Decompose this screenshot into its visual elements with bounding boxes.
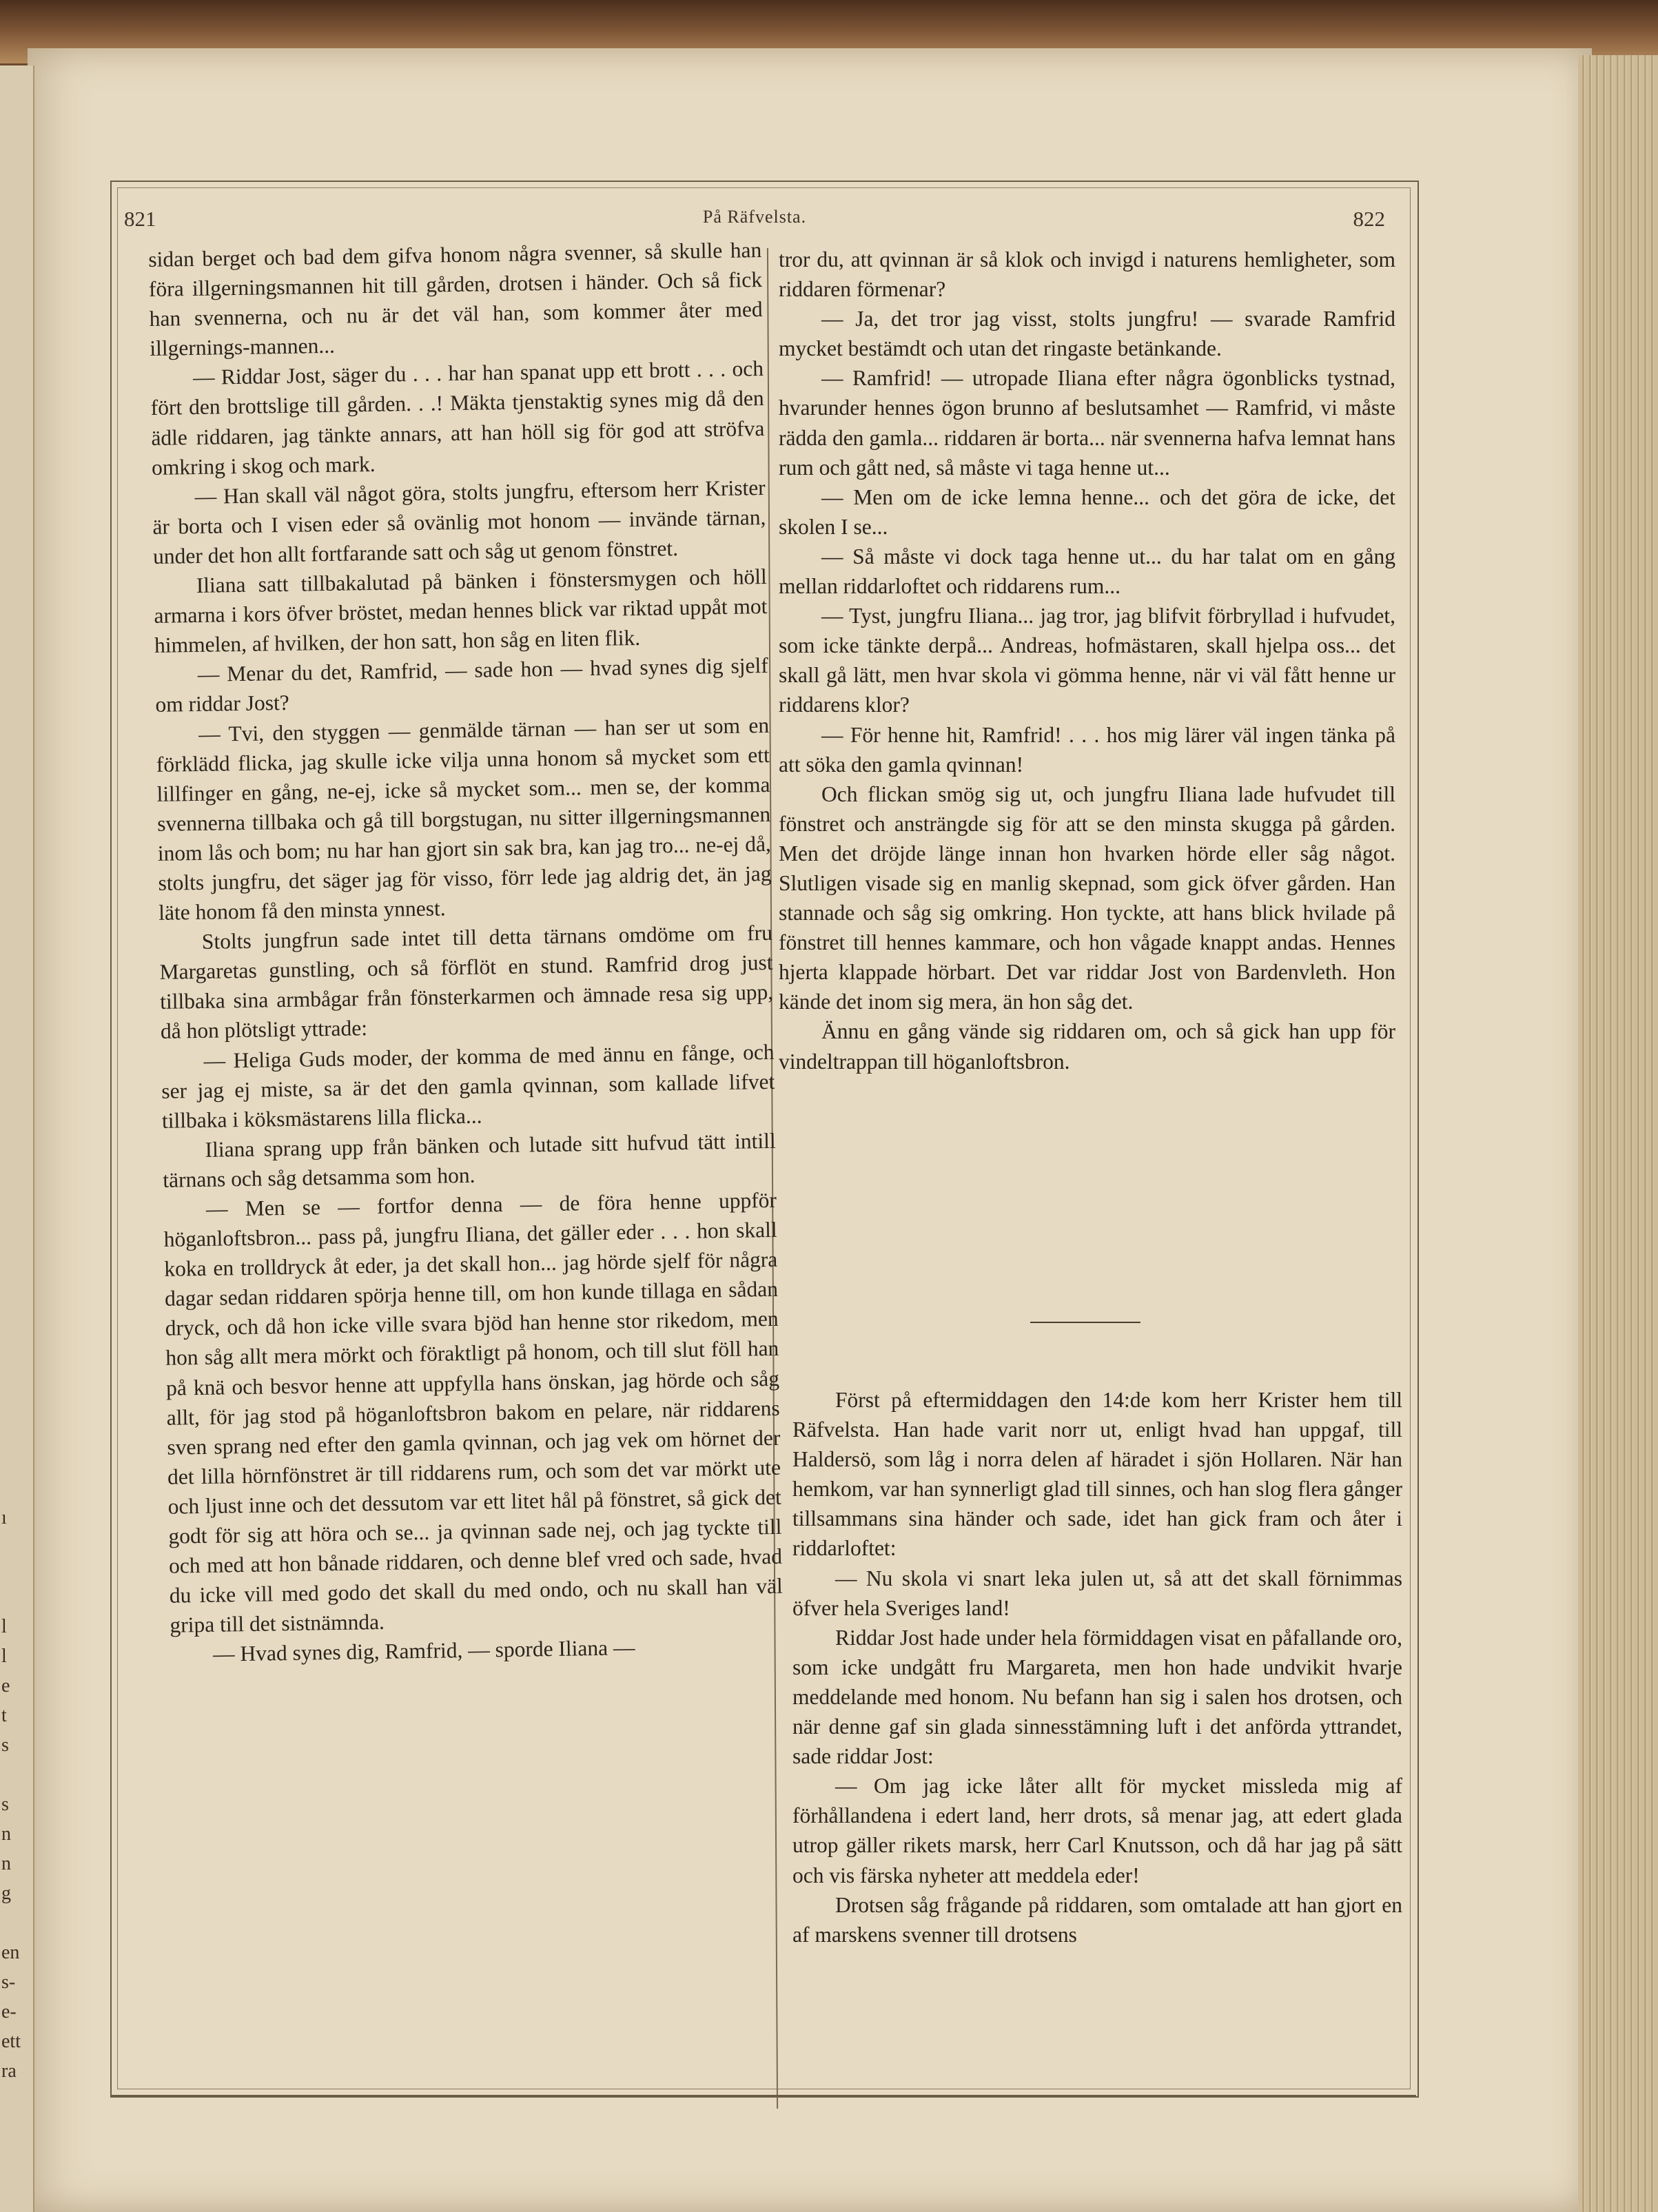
margin-fragment: t — [1, 1705, 7, 1726]
paragraph: — För henne hit, Ramfrid! . . . hos mig lärer väl ingen tänka på att söka den gamla qvinnan! — [779, 722, 1395, 777]
paragraph: — Tyst, jungfru Iliana... jag tror, jag blifvit förbryllad i hufvudet, som icke tänkte derpå... Andreas, hofmästaren, skall hjelpa oss... det skall gå lätt, men hvar skola vi gömma henne, när vi väl fått henne ur riddarens klor? — [779, 604, 1395, 717]
margin-fragment: s — [1, 1734, 9, 1756]
paragraph: tror du, att qvinnan är så klok och invigd i naturens hemligheter, som riddaren förmenar? — [779, 247, 1395, 302]
page-number-right: 822 — [1353, 207, 1385, 231]
margin-fragment: n — [1, 1853, 11, 1874]
margin-fragment: e- — [1, 2001, 17, 2022]
previous-page-edge — [0, 65, 34, 2212]
paragraph: — Hvad synes dig, Ramfrid, — sporde Iliana — — [212, 1635, 635, 1667]
page-bottom-rule — [110, 2095, 1416, 2096]
paragraph: — Om jag icke låter allt för mycket missleda mig af förhållandena i edert land, herr drots, så menar jag, att edert glada utrop gäller rikets marsk, herr Carl Knutsson, och då har jag på sätt och vis färska nyheter att meddela eder! — [792, 1774, 1402, 1887]
margin-fragment: s- — [1, 1972, 16, 1993]
page-number-left: 821 — [124, 207, 156, 231]
margin-fragment: ı — [1, 1507, 7, 1528]
text-column-left — [148, 235, 784, 1670]
margin-fragment: s — [1, 1794, 9, 1815]
margin-fragment: ett — [1, 2031, 21, 2052]
paragraph: sidan berget och bad dem gifva honom några svenner, så skulle han föra illgerningsmannen hit till gården, drotsen i händer. Och så fick han svennerna, och nu är det väl han, som kommer åter med illgernings-mannen... — [148, 238, 763, 361]
paragraph: — Heliga Guds moder, der komma de med ännu en fånge, och ser jag ej miste, sa är det den gamla qvinnan, som kallade lifvet tillbaka i köksmästarens lilla flicka... — [161, 1039, 775, 1133]
paragraph: — Menar du det, Ramfrid, — sade hon — hvad synes dig sjelf om riddar Jost? — [155, 653, 768, 717]
paragraph: Och flickan smög sig ut, och jungfru Iliana lade hufvudet till fönstret och ansträngde sig för att se den minsta skugga på gården. Men det dröjde länge innan hon hvarken hörde eller såg något. Slutligen visade sig en manlig skepnad, som gick öfver gården. Han stannade och såg sig omkring. Hon tyckte, att hans blick hvilade på fönstret till hennes kammare, och hon vågade knappt andas. Hennes hjerta klappade hörbart. Det var riddar Jost von Bardenvleth. Hon kände det inom sig mera, än hon såg det. — [779, 781, 1395, 1014]
margin-fragment: l — [1, 1616, 7, 1637]
paragraph: — Tvi, den styggen — genmälde tärnan — han ser ut som en förklädd flicka, jag skulle icke vilja unna honom så mycket som ett lillfinger en gång, ne-ej, icke så mycket som... men se, der komma svennerna tillbaka och gå till borgstugan, nu sitter illgerningsmannen inom lås och bom; nu har han gjort sin sak bra, kan jag tro... ne-ej då, stolts jungfru, det säger jag för visso, förr lede jag aldrig det, än jag läte honom få den minsta ynnest. — [156, 713, 772, 925]
text-column-right-section2 — [792, 1385, 1402, 1949]
margin-fragment: n — [1, 1823, 11, 1845]
margin-fragment: en — [1, 1942, 20, 1963]
section-break-rule — [1030, 1322, 1140, 1323]
paragraph: Iliana sprang upp från bänken och lutade sitt hufvud tätt intill tärnans och såg detsamma som hon. — [163, 1128, 776, 1192]
paragraph: — Riddar Jost, säger du . . . har han spanat upp ett brott . . . och fört den brottslige till gården. . .! Mäkta tjenstaktig synes mig då den ädle riddaren, jag tänkte annars, att han höll sig för god att ströfva omkring i skog och mark. — [150, 356, 765, 480]
text-column-right — [779, 245, 1395, 1076]
paragraph: Drotsen såg frågande på riddaren, som omtalade att han gjort en af marskens svenner till drotsens — [792, 1892, 1402, 1947]
margin-fragment: ra — [1, 2060, 17, 2082]
paragraph: — Nu skola vi snart leka julen ut, så att det skall förnimmas öfver hela Sveriges land! — [792, 1566, 1402, 1620]
margin-fragment: l — [1, 1646, 7, 1667]
paragraph: — Så måste vi dock taga henne ut... du har talat om en gång mellan riddarloftet och riddarens rum... — [779, 544, 1395, 599]
paragraph: Riddar Jost hade under hela förmiddagen visat en påfallande oro, som icke undgått fru Margareta, men hon hade undvikit hvarje meddelande med honom. Nu befann han sig i salen hos drotsen, och när denne gaf sin glada sinnesstämning luft i det anförda yttrandet, sade riddar Jost: — [792, 1625, 1402, 1769]
paragraph: — Men om de icke lemna henne... och det göra de icke, det skolen I se... — [779, 484, 1395, 539]
paragraph: — Ja, det tror jag visst, stolts jungfru! — svarade Ramfrid mycket bestämdt och utan det ringaste betänkande. — [779, 307, 1395, 361]
page-stack-edge — [1578, 55, 1658, 2212]
paragraph: Stolts jungfrun sade intet till detta tärnans omdöme om fru Margaretas gunstling, och så förflöt en stund. Ramfrid drog just tillbaka sina armbågar från fönsterkarmen och ämnade resa sig upp, då hon plötsligt yttrade: — [159, 921, 774, 1044]
paragraph: — Han skall väl något göra, stolts jungfru, eftersom herr Krister är borta och I visen eder så ovänlig mot honom — invände tärnan, under det hon allt fortfarande satt och såg ut genom fönstret. — [152, 475, 766, 569]
paragraph: — Ramfrid! — utropade Iliana efter några ögonblicks tystnad, hvarunder hennes ögon brunno af beslutsamhet — Ramfrid, vi måste rädda den gamla... riddaren är borta... när svennerna hafva lemnat hans rum och gått ned, så måste vi taga henne ut... — [779, 366, 1395, 480]
paragraph: Först på eftermiddagen den 14:de kom herr Krister hem till Räfvelsta. Han hade varit norr ut, enligt hvad han uppgaf, till Haldersö, som låg i norra delen af häradet i sjön Hollaren. När han hemkom, var han synnerligt glad till sinnes, och han slog flera gånger tillsammans sina händer och sade, idet han gick fram och åter i riddarloftet: — [792, 1388, 1402, 1561]
paragraph: Iliana satt tillbakalutad på bänken i fönstersmygen och höll armarna i kors öfver bröstet, medan hennes blick var riktad uppåt mot himmelen, af hvilken, der hon satt, hon såg en liten flik. — [154, 564, 768, 658]
margin-fragment: e — [1, 1675, 10, 1697]
running-title: På Räfvelsta. — [702, 207, 807, 227]
paragraph: Ännu en gång vände sig riddaren om, och så gick han upp för vindeltrappan till höganloftsbron. — [779, 1019, 1395, 1074]
paragraph: — Men se — fortfor denna — de föra henne uppför höganloftsbron... pass på, jungfru Iliana, det gäller eder . . . hon skall koka en trolldryck åt eder, ja det skall hon... jag hörde sjelf för några dagar sedan riddaren spörja henne till, om hon kunde tillaga en sådan dryck, och då hon icke ville svara bjöd han henne stor rikedom, men hon såg allt mera mörkt och föraktligt på honom, och till slut föll han på knä och besvor henne att uppfylla hans önskan, jag hörde och såg allt, för jag stod på höganloftsbron bakom en pelare, när riddarens sven sprang ned efter den gamla qvinnan, och jag vek om hörnet der det lilla hörnfönstret är till riddarens rum, och som det var mörkt ute och ljust inne och det dessutom var ett litet hål på fönstret, så gick det godt för sig att höra och se... ja qvinnan sade nej, och jag tyckte till och med att hon bånade riddaren, och denne blef vred och sade, hvad du icke vill med godo det skall du med ondo, och nu skall han väl gripa till det sistnämnda. — [163, 1187, 783, 1638]
margin-fragment: g — [1, 1883, 11, 1904]
